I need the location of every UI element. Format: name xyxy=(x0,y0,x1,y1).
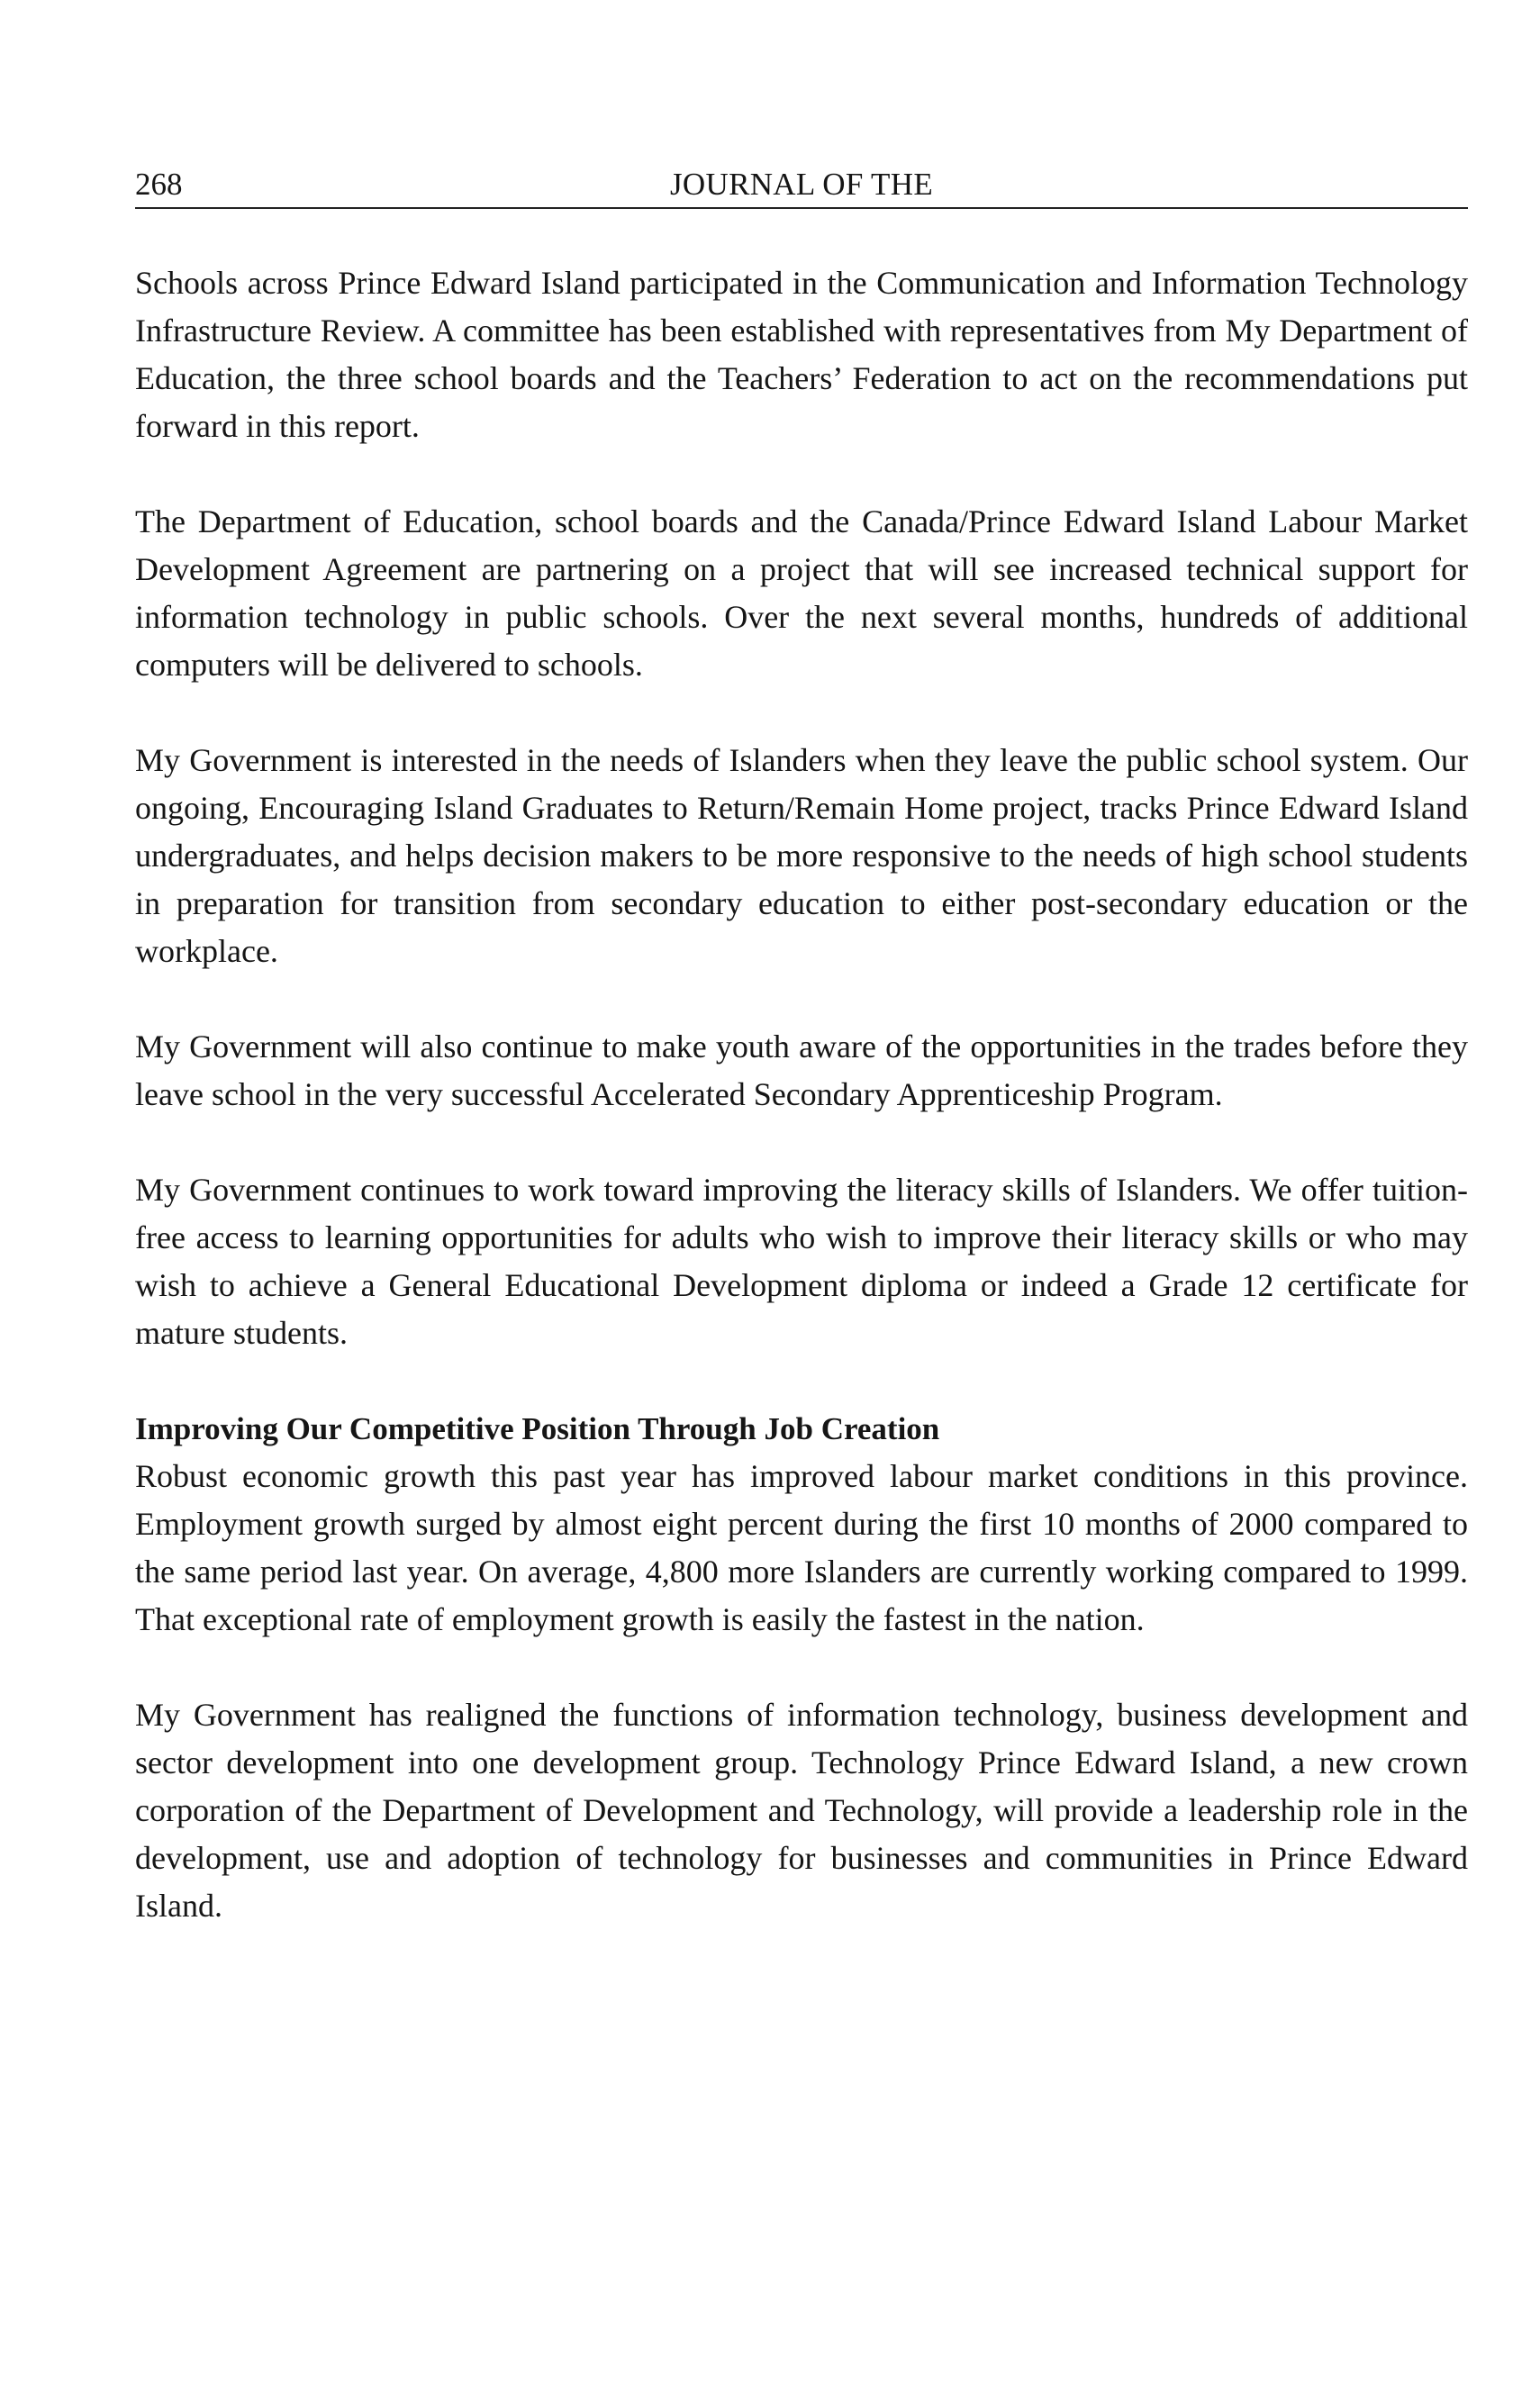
document-page xyxy=(135,162,1468,1978)
page-number: 268 xyxy=(135,167,183,202)
body-text xyxy=(135,259,1468,1930)
paragraph-employment-growth: Robust economic growth this past year has improved labour market conditions in this province. Employment growth surged by almost eight percent during the first 10 months of 2000 compared to the same period last year. On average, 4,800 more Islanders are currently working compared to 1999. That exceptional rate of employment growth is easily the fastest in the nation. xyxy=(135,1458,1468,1637)
journal-title: JOURNAL OF THE xyxy=(670,167,933,202)
paragraph-island-graduates: My Government is interested in the needs of Islanders when they leave the public school system. Our ongoing, Encouraging Island Graduates to Return/Remain Home project, tracks Prince Edward Island undergraduates, and helps decision makers to be more responsive to the needs of high school students in preparation for transition from secondary education to either post-secondary education or the workplace. xyxy=(135,742,1468,969)
section-heading: Improving Our Competitive Position Through Job Creation xyxy=(135,1411,940,1446)
paragraph-technical-support: The Department of Education, school boards and the Canada/Prince Edward Island Labour Market Development Agreement are partnering on a project that will see increased technical support for information technology in public schools. Over the next several months, hundreds of additional computers will be delivered to schools. xyxy=(135,503,1468,683)
paragraph-apprenticeship-program: My Government will also continue to make youth aware of the opportunities in the trades before they leave school in the very successful Accelerated Secondary Apprenticeship Program. xyxy=(135,1028,1468,1112)
paragraph-communication-review: Schools across Prince Edward Island participated in the Communication and Information Technology Infrastructure Review. A committee has been established with representatives from My Department of Education, the three school boards and the Teachers’ Federation to act on the recommendations put forward in this report. xyxy=(135,265,1468,444)
running-header xyxy=(135,162,1468,209)
paragraph-technology-pei: My Government has realigned the functions of information technology, business development and sector development into one development group. Technology Prince Edward Island, a new crown corporation of the Department of Development and Technology, will provide a leadership role in the development, use and adoption of technology for businesses and communities in Prince Edward Island. xyxy=(135,1697,1468,1924)
paragraph-literacy-skills: My Government continues to work toward improving the literacy skills of Islanders. We offer tuition-free access to learning opportunities for adults who wish to improve their literacy skills or who may wish to achieve a General Educational Development diploma or indeed a Grade 12 certificate for mature students. xyxy=(135,1172,1468,1351)
